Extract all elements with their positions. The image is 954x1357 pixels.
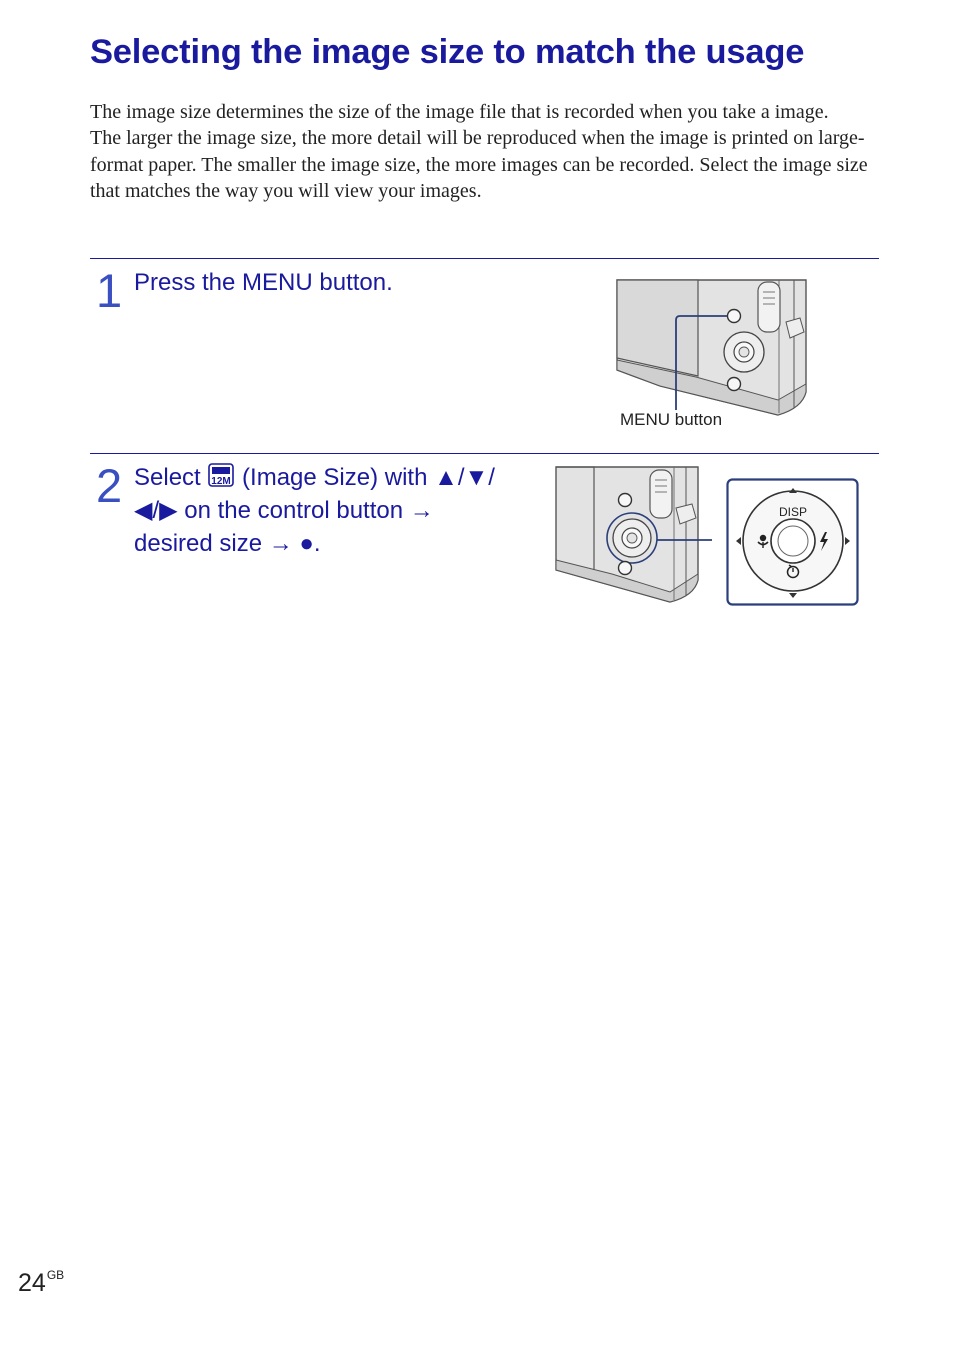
camera-control-button-illustration (552, 462, 712, 607)
intro-paragraph-1: The image size determines the size of the image file that is recorded when you take a image. (90, 101, 829, 123)
intro-text (90, 99, 880, 204)
page-title: Selecting the image size to match the usage (90, 33, 805, 71)
step-2-number: 2 (96, 459, 123, 512)
page-number-suffix: GB (46, 1268, 65, 1282)
image-size-icon-label: 12M (211, 476, 232, 487)
control-button-closeup (726, 478, 862, 608)
step-2-select-word: Select (134, 464, 201, 491)
step-2-text (134, 461, 495, 560)
camera-back-illustration (600, 272, 830, 422)
image-size-12m-icon (207, 462, 235, 488)
page-number-value: 24 (18, 1269, 46, 1297)
disp-label: DISP (778, 505, 808, 519)
step-1-number: 1 (96, 264, 123, 317)
page-number (18, 1268, 64, 1298)
step-2-image-size-text: (Image Size) with ▲/▼/ (242, 464, 495, 491)
step-1-divider (90, 258, 879, 259)
step-2-line-1 (134, 461, 495, 494)
step-2-line-2: ◀/▶ on the control button → (134, 497, 434, 524)
step-2-divider (90, 453, 879, 454)
step-2-line-3: desired size → ●. (134, 530, 321, 557)
step-1-text: Press the MENU button. (134, 269, 393, 296)
menu-button-caption: MENU button (620, 410, 723, 429)
intro-paragraph-2: The larger the image size, the more detail will be reproduced when the image is printed on large-format paper. The smaller the image size, the more images can be recorded. Select the image size that matches the way you will view your images. (90, 127, 868, 202)
